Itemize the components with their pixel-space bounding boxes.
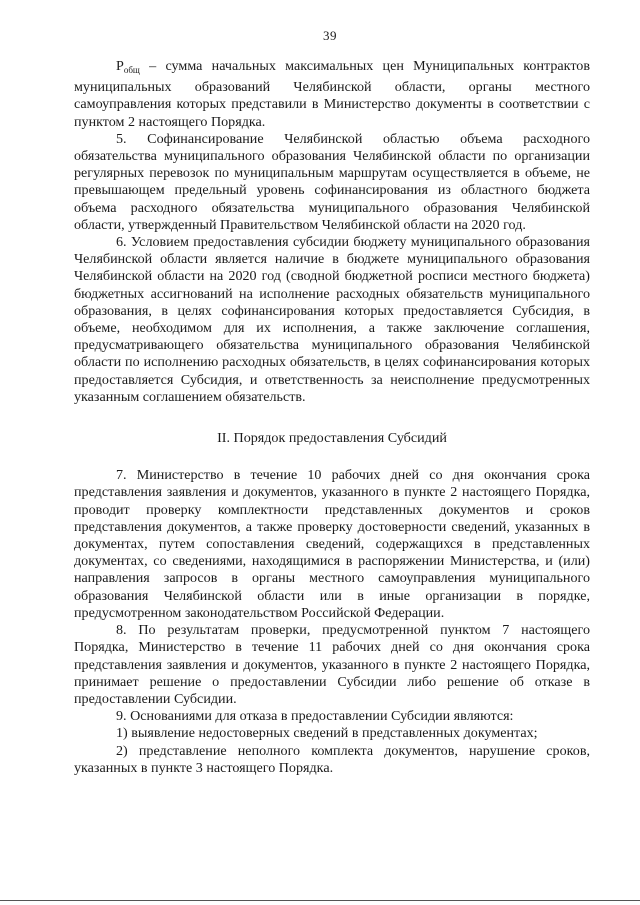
paragraph-8: 8. По результатам проверки, предусмотренной пунктом 7 настоящего Порядка, Министерство в течение 11 рабочих дней со дня окончания срока представления заявления и документов, указанного в пункте 2 настоящего Порядка, принимает решение о предоставлении Субсидии либо решение об отказе в предоставлении Субсидии. [74,622,590,707]
paragraph-9-item-1: 1) выявление недостоверных сведений в представленных документах; [116,725,538,742]
intro-paragraph [74,58,590,131]
paragraph-6: 6. Условием предоставления субсидии бюджету муниципального образования Челябинской области является наличие в бюджете муниципального образования Челябинской области на 2020 год (сводной бюджетной росписи местного бюджета) бюджетных ассигнований на исполнение расходных обязательств муниципального образования, в целях софинансирования которых предоставляется Субсидия, в объеме, необходимом для их исполнения, а также заключение соглашения, предусматривающего обязательства муниципального образования Челябинской области по исполнению расходных обязательств, в целях софинансирования которых предоставляется Субсидия, и ответственность за неисполнение предусмотренных указанным соглашением обязательств. [74,234,590,405]
paragraph-9: 9. Основаниями для отказа в предоставлении Субсидии являются: [116,708,514,725]
intro-text: – сумма начальных максимальных цен Муниципальных контрактов муниципальных образований Челябинской области, органы местного самоуправления которых представили в Министерство документы в соответствии с пунктом 2 настоящего Порядка. [74,58,590,130]
bottom-divider [0,900,640,901]
paragraph-7: 7. Министерство в течение 10 рабочих дней со дня окончания срока представления заявления и документов, указанного в пункте 2 настоящего Порядка, проводит проверку комплектности представленных документов и сроков представления документов, а также проверку достоверности сведений, указанных в документах, путем сопоставления сведений, содержащихся в представленных документах, со сведениями, находящимися в распоряжении Министерства, и (или) направления запросов в органы местного самоуправления муниципального образования Челябинской области или в иные организации в порядке, предусмотренном законодательством Российской Федерации. [74,467,590,621]
section-title: II. Порядок предоставления Субсидий [217,430,447,447]
symbol-base: P [116,58,124,74]
document-body [74,58,590,777]
page-number: 39 [323,28,337,43]
paragraph-9-item-2: 2) представление неполного комплекта документов, нарушение сроков, указанных в пункте 3 настоящего Порядка. [74,742,590,776]
symbol-subscript: общ [123,65,140,75]
paragraph-5: 5. Софинансирование Челябинской областью объема расходного обязательства муниципального образования Челябинской области по организации регулярных перевозок по муниципальным маршрутам осуществляется в объеме, не превышающем предельный уровень софинансирования из областного бюджета объема расходного обязательства муниципального образования Челябинской области, утвержденный Правительством Челябинской области на 2020 год. [74,130,590,233]
symbol-p-total [116,58,140,74]
